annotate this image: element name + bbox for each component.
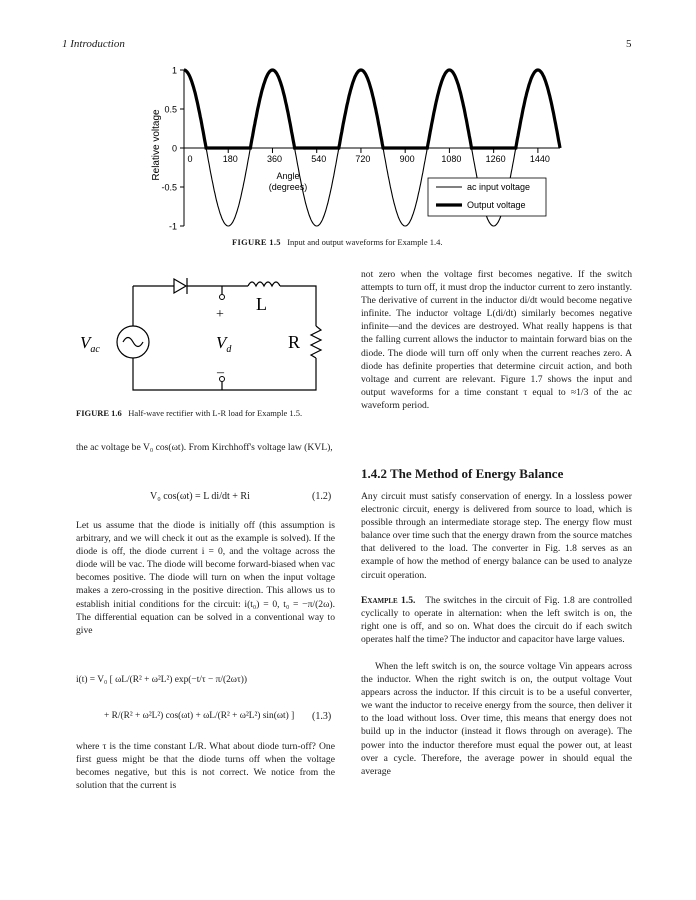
resistor-zigzag-icon — [311, 326, 321, 358]
vac-label: $V_{ac}$ — [80, 333, 100, 355]
equation-1-3-line-2: + R/(R² + ω²L²) cos(ωt) + ωL/(R² + ω²L²) sin(ωt) ] — [104, 711, 295, 721]
legend-label-input: ac input voltage — [467, 182, 531, 192]
y-tick-label: 1 — [171, 65, 177, 76]
x-tick-label: 540 — [311, 154, 327, 164]
example-text: The switches in the circuit of Fig. 1.8 are controlled cyclically to operate in alternation: when the left switch is on, the right one is off, and so on. What does the circuit do if each switch operates half the time? The inductor and capacitor have large values. — [361, 595, 632, 646]
figure-1-6-label: FIGURE 1.6 — [76, 408, 122, 418]
x-tick-label: 0 — [187, 154, 193, 164]
figure-1-6-text: Half-wave rectifier with L-R load for Example 1.5. — [128, 408, 303, 418]
figure-1-6-caption — [76, 408, 302, 418]
left-paragraph-3: where τ is the time constant L/R. What about diode turn-off? One first guess might be that the diode turns off when the voltage becomes negative, but this is not correct. We notice from the solution that the current is — [76, 741, 335, 792]
inductor-label: L — [256, 294, 267, 314]
x-tick-label: 720 — [355, 154, 371, 164]
equation-1-2: V₀ cos(ωt) = L di/dt + Ri — [150, 491, 250, 502]
x-axis-label-line1: Angle — [276, 171, 300, 181]
vd-minus: – — [217, 365, 224, 380]
vd-label: $V_d$ — [216, 333, 232, 355]
x-tick-label: 1260 — [485, 154, 506, 164]
figure-1-5-label: FIGURE 1.5 — [232, 237, 281, 247]
inductor-coil-icon — [248, 282, 280, 286]
left-paragraph-1: the ac voltage be V₀ cos(ωt). From Kirchhoff's voltage law (KVL), — [76, 442, 333, 453]
ac-source-sine — [123, 338, 143, 347]
equation-1-3-line-1: i(t) = V₀ [ ωL/(R² + ω²L²) exp(−t/τ − π/(2ωτ)) — [76, 675, 247, 685]
x-axis-label-line2: (degrees) — [268, 182, 308, 192]
page-number: 5 — [626, 38, 632, 50]
circuit-wire-top-right — [280, 286, 316, 326]
figure-1-5-chart — [140, 60, 580, 232]
legend — [428, 178, 546, 216]
figure-1-5-caption — [232, 237, 443, 247]
y-tick-label: 0 — [171, 143, 177, 154]
legend-label-output: Output voltage — [467, 200, 526, 210]
y-tick-label: -1 — [168, 221, 177, 232]
resistor-label: R — [288, 332, 301, 352]
x-tick-label: 360 — [266, 154, 282, 164]
equation-1-2-number: (1.2) — [312, 491, 332, 502]
example-label: Example 1.5. — [361, 595, 416, 606]
y-tick-label: -0.5 — [161, 182, 177, 193]
left-paragraph-2: Let us assume that the diode is initially off (this assumption is arbitrary, and we will check it out as the example is solved). If the diode is off, the diode current i = 0, and the voltage across the diode will be vac. The diode will become forward-biased when vac becomes positive. The diode will turn on when the input voltage makes a zero-crossing in the positive direction. This allows us to establish initial conditions for the circuit: i(t₀) = 0, t₀ = −π/(2ω). The differential equation can be solved in a conventional way to give — [76, 520, 335, 636]
circuit-wire-right-bottom — [133, 358, 316, 390]
y-tick-label: 0.5 — [164, 104, 177, 115]
example-1-5 — [361, 594, 632, 646]
figure-1-5-text: Input and output waveforms for Example 1.4. — [287, 237, 443, 247]
figure-1-6-circuit — [80, 266, 338, 396]
vd-plus: + — [216, 307, 224, 322]
section-heading-1-4-2: 1.4.2 The Method of Energy Balance — [361, 466, 564, 481]
right-paragraph-2: Any circuit must satisfy conservation of energy. In a lossless power electronic circuit, energy is delivered from source to load, which is possible through an intermediate storage step. The energy flow must balance over time such that the energy drawn from the source matches that delivered to the load. The converter in Fig. 1.8 serves as an example of how the method of energy balance can be used to analyze circuit operation. — [361, 491, 632, 581]
right-paragraph-1: not zero when the voltage first becomes negative. If the switch attempts to turn off, it must drop the inductor current to zero instantly. The derivative of current in the inductor di/dt would become negative infinite. The inductor voltage L(di/dt) similarly becomes negative infinite—and the devices are destroyed. What really happens is that the falling current allows the inductor to maintain forward bias on the diode. The diode will turn off only when the current reaches zero. A diode has definite properties that determine circuit action, and both voltage and current are relevant. Figure 1.7 shows the input and output waveforms for a time constant τ equal to ≈1/3 of the ac waveform period. — [361, 269, 632, 411]
x-tick-label: 1080 — [441, 154, 462, 164]
y-axis-label: Relative voltage — [151, 109, 162, 181]
series-output-voltage — [184, 70, 560, 148]
x-tick-label: 180 — [222, 154, 238, 164]
right-paragraph-3: When the left switch is on, the source voltage Vin appears across the inductor. When the right switch is on, the output voltage Vout appears across the inductor. If this circuit is to be a useful converter, we want the inductor to receive energy from the source, then deliver it to the load without loss. Over time, this means that energy does not build up in the inductor (instead it flows through on average). The power into the inductor therefore must equal the power out, at least over a cycle. Therefore, the average power in should equal the average — [361, 661, 632, 777]
x-tick-label: 900 — [399, 154, 415, 164]
diode-triangle-icon — [174, 279, 186, 293]
running-header-chapter: 1 Introduction — [62, 38, 125, 50]
equation-1-3-number: (1.3) — [312, 711, 332, 722]
x-tick-label: 1440 — [529, 154, 550, 164]
